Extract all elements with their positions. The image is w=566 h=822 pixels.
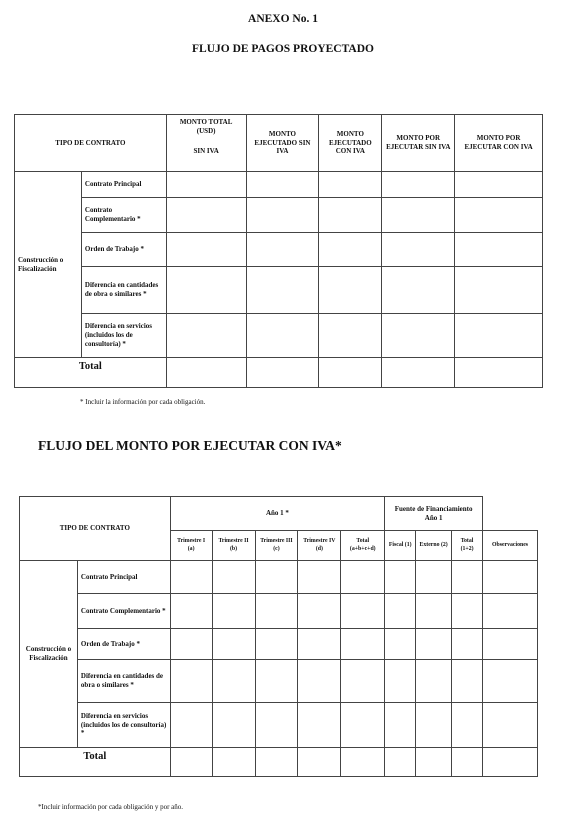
- cell: [212, 629, 255, 660]
- group-label: Construcción o Fiscalización: [20, 561, 78, 748]
- execution-flow-table: [19, 496, 538, 777]
- cell: [170, 594, 212, 629]
- row-label: Diferencia en servicios (incluidos los de consultoría) *: [77, 703, 170, 748]
- table-row: [20, 561, 538, 594]
- cell: [452, 561, 483, 594]
- section-title: FLUJO DEL MONTO POR EJECUTAR CON IVA*: [38, 438, 342, 453]
- header-monto-total: [166, 115, 246, 172]
- row-label: Contrato Principal: [81, 172, 166, 198]
- cell: [382, 358, 455, 388]
- cell: [255, 660, 298, 703]
- header-ejecutado-con-iva: MONTO EJECUTADO CON IVA: [319, 115, 382, 172]
- cell: [212, 748, 255, 777]
- cell: [319, 233, 382, 267]
- cell: [319, 267, 382, 314]
- group-label: Construcción o Fiscalización: [15, 172, 82, 358]
- cell: [341, 703, 385, 748]
- cell: [170, 748, 212, 777]
- cell: [319, 172, 382, 198]
- header-total-fuente: Total (1+2): [452, 531, 483, 561]
- cell: [170, 703, 212, 748]
- cell: [452, 660, 483, 703]
- header-tipo-contrato: TIPO DE CONTRATO: [20, 497, 171, 561]
- cell: [298, 629, 341, 660]
- table-row: [20, 629, 538, 660]
- cell: [483, 561, 538, 594]
- header-trimestre-2: Trimestre II (b): [212, 531, 255, 561]
- cell: [166, 267, 246, 314]
- table-row: [15, 198, 543, 233]
- total-row: [15, 358, 543, 388]
- table-row: [20, 594, 538, 629]
- cell: [298, 594, 341, 629]
- cell: [246, 198, 319, 233]
- table-row: [15, 172, 543, 198]
- total-label: Total: [15, 358, 167, 388]
- cell: [212, 660, 255, 703]
- cell: [455, 233, 543, 267]
- cell: [483, 660, 538, 703]
- cell: [298, 561, 341, 594]
- cell: [385, 748, 416, 777]
- row-label: Contrato Complementario *: [81, 198, 166, 233]
- cell: [298, 703, 341, 748]
- cell: [455, 358, 543, 388]
- cell: [416, 594, 452, 629]
- header-por-ejecutar-sin-iva: MONTO POR EJECUTAR SIN IVA: [382, 115, 455, 172]
- cell: [452, 703, 483, 748]
- cell: [382, 314, 455, 358]
- cell: [341, 561, 385, 594]
- cell: [452, 748, 483, 777]
- cell: [170, 629, 212, 660]
- cell: [166, 358, 246, 388]
- row-label: Orden de Trabajo *: [77, 629, 170, 660]
- cell: [166, 172, 246, 198]
- table-row: [15, 233, 543, 267]
- cell: [255, 629, 298, 660]
- cell: [246, 314, 319, 358]
- cell: [246, 358, 319, 388]
- table1-header-row: [15, 115, 543, 172]
- header-monto-total-line3: SIN IVA: [193, 146, 219, 155]
- header-por-ejecutar-con-iva: MONTO POR EJECUTAR CON IVA: [455, 115, 543, 172]
- cell: [416, 629, 452, 660]
- cell: [382, 198, 455, 233]
- row-label: Diferencia en servicios (incluidos los de consultoría) *: [81, 314, 166, 358]
- header-trimestre-3: Trimestre III (c): [255, 531, 298, 561]
- cell: [246, 267, 319, 314]
- header-ejecutado-sin-iva: MONTO EJECUTADO SIN IVA: [246, 115, 319, 172]
- row-label: Diferencia en cantidades de obra o similares *: [77, 660, 170, 703]
- cell: [298, 748, 341, 777]
- cell: [385, 660, 416, 703]
- table-row: [20, 660, 538, 703]
- header-tipo-contrato: TIPO DE CONTRATO: [15, 115, 167, 172]
- table-row: [20, 703, 538, 748]
- header-monto-total-line2: (USD): [196, 126, 216, 135]
- total-label: Total: [20, 748, 171, 777]
- cell: [452, 594, 483, 629]
- cell: [483, 594, 538, 629]
- cell: [483, 629, 538, 660]
- cell: [212, 561, 255, 594]
- cell: [416, 660, 452, 703]
- row-label: Contrato Complementario *: [77, 594, 170, 629]
- header-year: Año 1 *: [170, 497, 385, 531]
- table2-footnote: *Incluir información por cada obligación y por año.: [38, 803, 184, 811]
- cell: [416, 561, 452, 594]
- cell: [382, 267, 455, 314]
- cell: [452, 629, 483, 660]
- cell: [212, 594, 255, 629]
- cell: [416, 748, 452, 777]
- header-fiscal: Fiscal (1): [385, 531, 416, 561]
- cell: [255, 748, 298, 777]
- cell: [246, 233, 319, 267]
- header-fuente-financiamiento: Fuente de Financiamiento Año 1: [385, 497, 483, 531]
- header-observaciones: Observaciones: [483, 531, 538, 561]
- cell: [385, 561, 416, 594]
- cell: [298, 660, 341, 703]
- header-trimestre-1: Trimestre I (a): [170, 531, 212, 561]
- header-monto-total-line1: MONTO TOTAL: [179, 118, 233, 126]
- blank-corner: [483, 497, 538, 531]
- row-label: Orden de Trabajo *: [81, 233, 166, 267]
- cell: [212, 703, 255, 748]
- table-row: [15, 314, 543, 358]
- cell: [455, 172, 543, 198]
- cell: [416, 703, 452, 748]
- cell: [382, 172, 455, 198]
- row-label: Contrato Principal: [77, 561, 170, 594]
- header-externo: Externo (2): [416, 531, 452, 561]
- cell: [455, 198, 543, 233]
- cell: [382, 233, 455, 267]
- cell: [341, 629, 385, 660]
- cell: [483, 748, 538, 777]
- cell: [166, 233, 246, 267]
- cell: [455, 314, 543, 358]
- cell: [341, 660, 385, 703]
- cell: [341, 594, 385, 629]
- cell: [341, 748, 385, 777]
- document-title: FLUJO DE PAGOS PROYECTADO: [192, 43, 374, 55]
- cell: [170, 660, 212, 703]
- total-row: [20, 748, 538, 777]
- annex-title: ANEXO No. 1: [248, 13, 318, 25]
- table1-footnote: * Incluir la información por cada obligación.: [80, 398, 206, 406]
- header-total-anual: Total (a+b+c+d): [341, 531, 385, 561]
- cell: [385, 629, 416, 660]
- cell: [319, 314, 382, 358]
- cell: [455, 267, 543, 314]
- cell: [319, 198, 382, 233]
- cell: [255, 594, 298, 629]
- cell: [246, 172, 319, 198]
- cell: [166, 314, 246, 358]
- table-row: [15, 267, 543, 314]
- cell: [255, 703, 298, 748]
- cell: [166, 198, 246, 233]
- table2-header-row-1: [20, 497, 538, 531]
- cell: [385, 703, 416, 748]
- cell: [255, 561, 298, 594]
- cell: [319, 358, 382, 388]
- header-trimestre-4: Trimestre IV (d): [298, 531, 341, 561]
- cell: [170, 561, 212, 594]
- row-label: Diferencia en cantidades de obra o similares *: [81, 267, 166, 314]
- cell: [483, 703, 538, 748]
- cell: [385, 594, 416, 629]
- payment-flow-table: [14, 114, 543, 388]
